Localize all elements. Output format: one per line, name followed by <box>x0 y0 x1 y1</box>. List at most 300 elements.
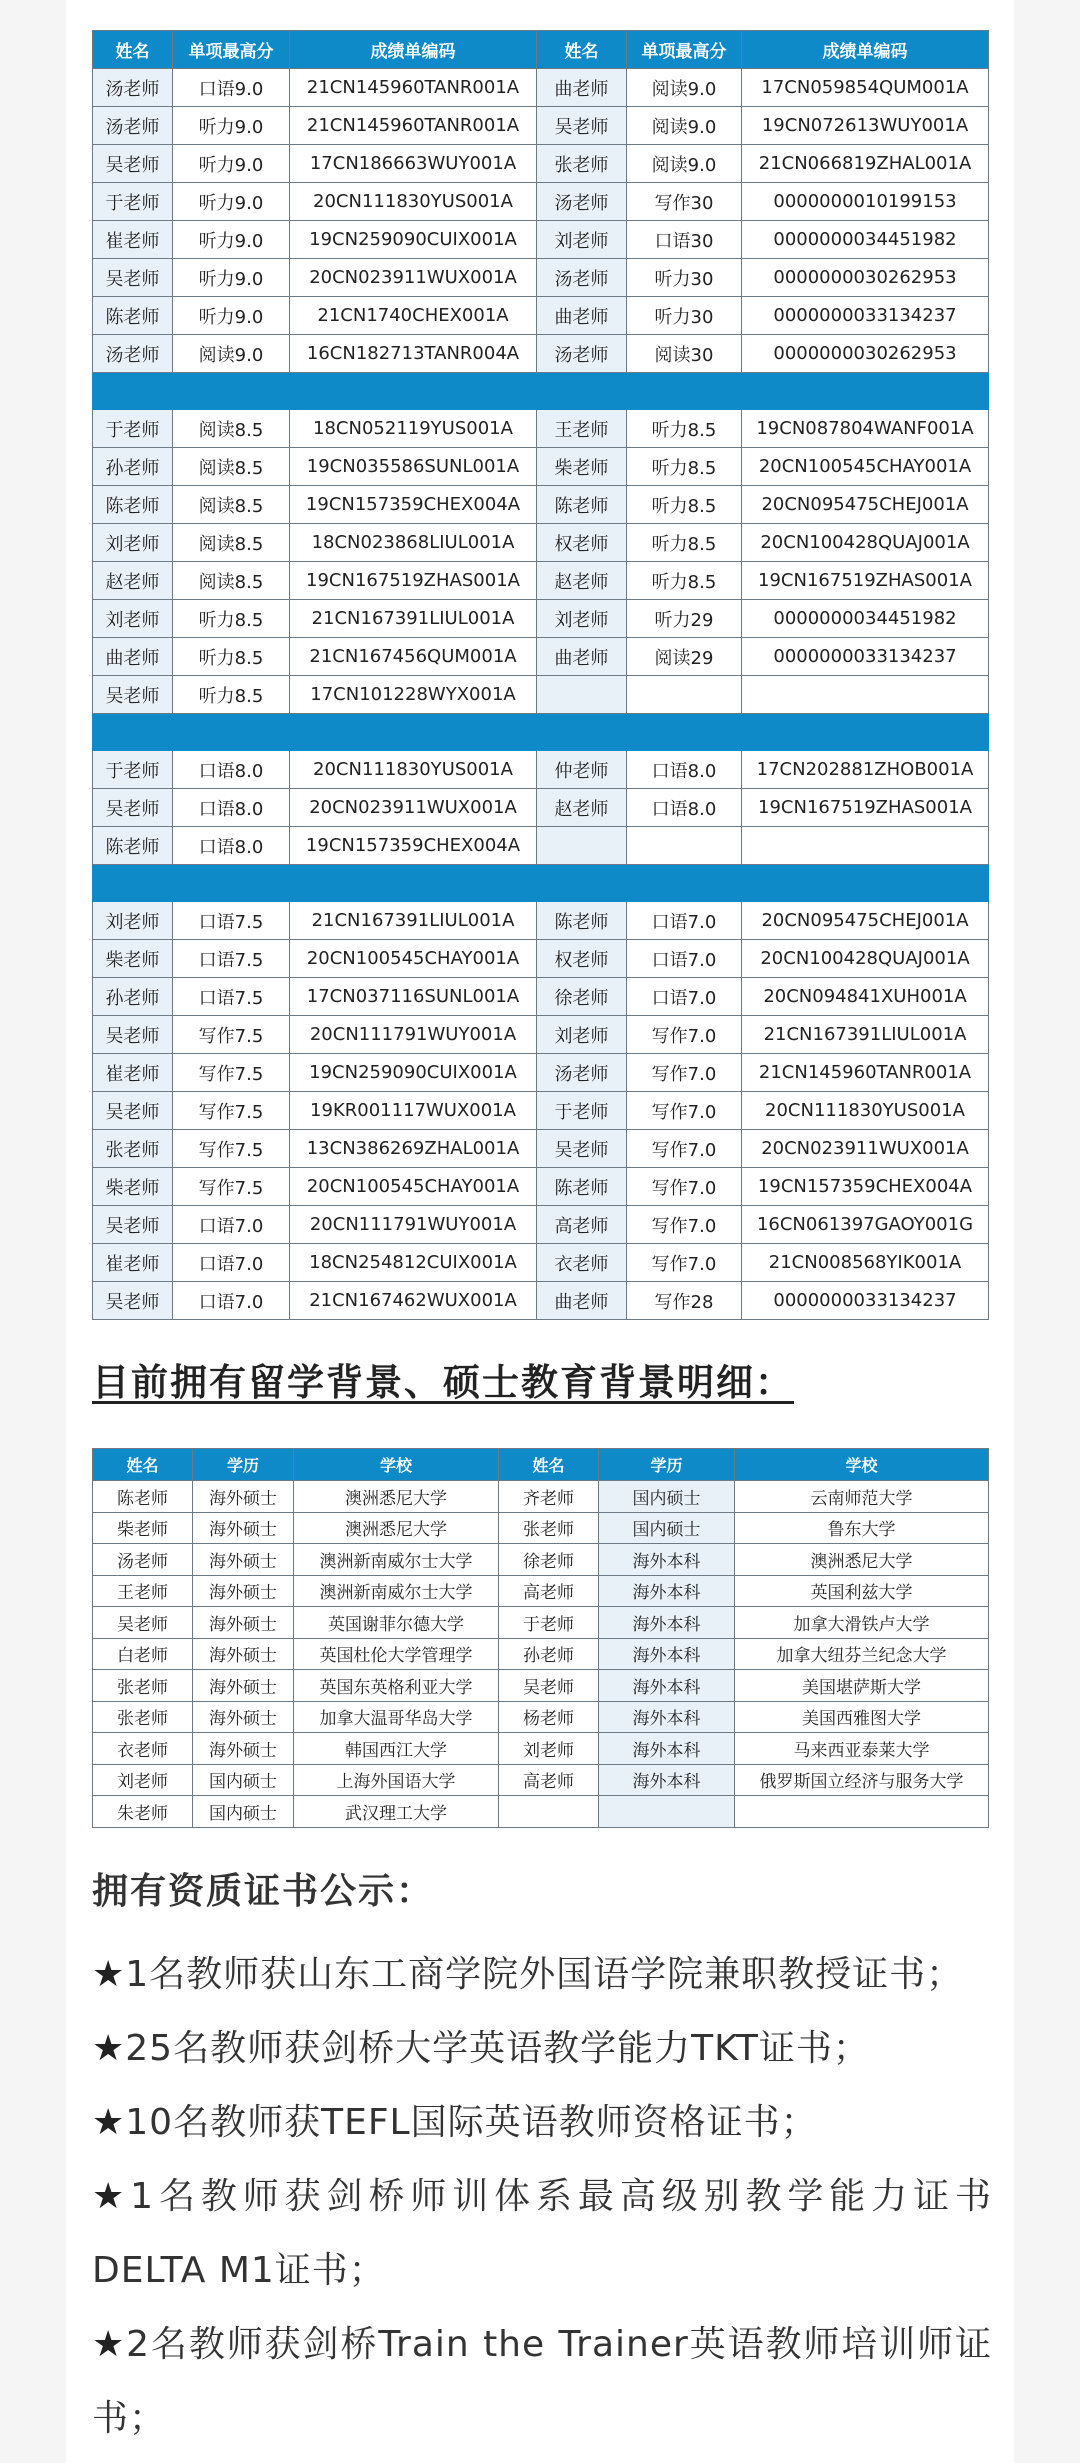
school: 澳洲新南威尔士大学 <box>294 1575 499 1607</box>
teacher-name: 刘老师 <box>537 221 627 259</box>
ielts-score-header-row <box>93 31 989 69</box>
school: 英国利兹大学 <box>735 1575 989 1607</box>
school: 加拿大温哥华岛大学 <box>294 1701 499 1733</box>
teacher-name: 张老师 <box>93 1130 173 1168</box>
teacher-name <box>537 676 627 714</box>
certificate-text: 1名教师获山东工商学院外国语学院兼职教授证书； <box>125 1954 964 1995</box>
group-separator <box>93 373 989 410</box>
degree: 海外硕士 <box>193 1481 294 1513</box>
top-score: 听力8.5 <box>627 486 742 524</box>
teacher-name: 高老师 <box>537 1206 627 1244</box>
teacher-name: 柴老师 <box>93 1512 193 1544</box>
report-code: 19CN167519ZHAS001A <box>742 789 989 827</box>
group-separator <box>93 865 989 902</box>
top-score: 听力30 <box>627 297 742 335</box>
top-score: 阅读8.5 <box>173 562 290 600</box>
teacher-name: 刘老师 <box>93 600 173 638</box>
report-code: 20CN111791WUY001A <box>290 1206 537 1244</box>
teacher-name: 崔老师 <box>93 221 173 259</box>
top-score: 口语8.0 <box>627 789 742 827</box>
teacher-name: 陈老师 <box>537 1168 627 1206</box>
teacher-name: 吴老师 <box>93 1282 173 1320</box>
top-score: 写作30 <box>627 183 742 221</box>
school: 加拿大纽芬兰纪念大学 <box>735 1638 989 1670</box>
school: 澳洲悉尼大学 <box>735 1544 989 1576</box>
table-row <box>93 221 989 259</box>
report-code: 21CN167462WUX001A <box>290 1282 537 1320</box>
teacher-name: 陈老师 <box>537 902 627 940</box>
teacher-name: 于老师 <box>93 751 173 789</box>
header-top-score: 单项最高分 <box>627 31 742 69</box>
top-score: 口语7.0 <box>173 1282 290 1320</box>
report-code: 19CN259090CUIX001A <box>290 1054 537 1092</box>
ielts-score-table <box>92 30 989 1320</box>
report-code: 21CN1740CHEX001A <box>290 297 537 335</box>
top-score: 口语7.0 <box>173 1206 290 1244</box>
degree: 海外硕士 <box>193 1544 294 1576</box>
table-row <box>93 1016 989 1054</box>
table-row <box>93 1575 989 1607</box>
teacher-name <box>537 827 627 865</box>
certificate-item-continued: DELTA M1证书； <box>92 2250 386 2291</box>
separator-bar <box>93 373 989 410</box>
report-code: 20CN111830YUS001A <box>290 183 537 221</box>
table-row <box>93 562 989 600</box>
top-score: 口语7.5 <box>173 978 290 1016</box>
top-score: 写作7.5 <box>173 1168 290 1206</box>
degree: 海外本科 <box>599 1733 735 1765</box>
report-code: 0000000033134237 <box>742 297 989 335</box>
top-score: 听力9.0 <box>173 259 290 297</box>
top-score: 口语7.5 <box>173 902 290 940</box>
report-code: 20CN111830YUS001A <box>742 1092 989 1130</box>
top-score: 听力9.0 <box>173 145 290 183</box>
report-code: 20CN100545CHAY001A <box>290 940 537 978</box>
top-score: 阅读30 <box>627 335 742 373</box>
report-code: 19CN167519ZHAS001A <box>742 562 989 600</box>
table-row <box>93 1481 989 1513</box>
table-row <box>93 145 989 183</box>
report-code: 20CN023911WUX001A <box>742 1130 989 1168</box>
teacher-name: 齐老师 <box>499 1481 599 1513</box>
education-header-row <box>93 1449 989 1481</box>
report-code: 17CN186663WUY001A <box>290 145 537 183</box>
report-code: 21CN066819ZHAL001A <box>742 145 989 183</box>
table-row <box>93 1282 989 1320</box>
table-row <box>93 751 989 789</box>
degree: 海外硕士 <box>193 1512 294 1544</box>
degree: 海外本科 <box>599 1670 735 1702</box>
teacher-name: 赵老师 <box>537 789 627 827</box>
certificate-text: 10名教师获TEFL国际英语教师资格证书； <box>125 2102 818 2143</box>
teacher-name: 吴老师 <box>537 1130 627 1168</box>
table-row <box>93 1796 989 1828</box>
teacher-name: 曲老师 <box>537 297 627 335</box>
top-score: 写作7.0 <box>627 1130 742 1168</box>
school: 韩国西江大学 <box>294 1733 499 1765</box>
report-code: 18CN254812CUIX001A <box>290 1244 537 1282</box>
teacher-name: 刘老师 <box>93 902 173 940</box>
teacher-name: 吴老师 <box>93 1206 173 1244</box>
table-row <box>93 638 989 676</box>
top-score: 口语9.0 <box>173 69 290 107</box>
separator-bar <box>93 714 989 751</box>
teacher-name: 曲老师 <box>537 69 627 107</box>
teacher-name: 衣老师 <box>537 1244 627 1282</box>
teacher-name: 于老师 <box>537 1092 627 1130</box>
degree: 国内硕士 <box>599 1481 735 1513</box>
teacher-name: 白老师 <box>93 1638 193 1670</box>
teacher-name: 赵老师 <box>537 562 627 600</box>
teacher-name: 汤老师 <box>93 1544 193 1576</box>
table-row <box>93 1607 989 1639</box>
table-row <box>93 1733 989 1765</box>
certificate-item <box>92 2086 992 2160</box>
report-code: 19CN087804WANF001A <box>742 410 989 448</box>
certificate-item <box>92 2012 992 2086</box>
teacher-name: 高老师 <box>499 1764 599 1796</box>
school: 澳洲悉尼大学 <box>294 1512 499 1544</box>
school: 美国西雅图大学 <box>735 1701 989 1733</box>
report-code: 21CN167391LIUL001A <box>742 1016 989 1054</box>
report-code: 20CN111830YUS001A <box>290 751 537 789</box>
report-code: 19CN157359CHEX004A <box>290 827 537 865</box>
top-score <box>627 676 742 714</box>
report-code: 17CN202881ZHOB001A <box>742 751 989 789</box>
teacher-name: 柴老师 <box>537 448 627 486</box>
teacher-name: 朱老师 <box>93 1796 193 1828</box>
star-icon: ★ <box>92 1954 126 1995</box>
teacher-name: 仲老师 <box>537 751 627 789</box>
star-icon: ★ <box>92 2102 126 2143</box>
header-report-code: 成绩单编码 <box>290 31 537 69</box>
report-code: 20CN095475CHEJ001A <box>742 486 989 524</box>
header-degree: 学历 <box>193 1449 294 1481</box>
teacher-name: 吴老师 <box>93 1016 173 1054</box>
report-code: 19CN157359CHEX004A <box>290 486 537 524</box>
teacher-name: 孙老师 <box>93 448 173 486</box>
top-score: 写作7.0 <box>627 1244 742 1282</box>
report-code: 21CN167391LIUL001A <box>290 600 537 638</box>
school: 云南师范大学 <box>735 1481 989 1513</box>
report-code: 19CN167519ZHAS001A <box>290 562 537 600</box>
top-score: 口语8.0 <box>173 789 290 827</box>
school: 美国堪萨斯大学 <box>735 1670 989 1702</box>
school: 俄罗斯国立经济与服务大学 <box>735 1764 989 1796</box>
teacher-name: 崔老师 <box>93 1244 173 1282</box>
school: 上海外国语大学 <box>294 1764 499 1796</box>
certificate-list <box>92 1864 992 2456</box>
header-name: 姓名 <box>499 1449 599 1481</box>
table-row <box>93 107 989 145</box>
teacher-name: 张老师 <box>537 145 627 183</box>
degree: 海外硕士 <box>193 1670 294 1702</box>
teacher-name: 张老师 <box>93 1701 193 1733</box>
table-row <box>93 827 989 865</box>
table-row <box>93 940 989 978</box>
teacher-name: 陈老师 <box>93 827 173 865</box>
table-row <box>93 902 989 940</box>
report-code: 20CN023911WUX001A <box>290 259 537 297</box>
report-code: 21CN167391LIUL001A <box>290 902 537 940</box>
report-code: 20CN100428QUAJ001A <box>742 940 989 978</box>
top-score: 写作28 <box>627 1282 742 1320</box>
teacher-name: 刘老师 <box>93 1764 193 1796</box>
star-icon: ★ <box>92 2324 127 2365</box>
top-score: 写作7.5 <box>173 1016 290 1054</box>
teacher-name: 汤老师 <box>93 335 173 373</box>
degree: 海外硕士 <box>193 1575 294 1607</box>
top-score: 口语7.0 <box>627 978 742 1016</box>
top-score: 听力8.5 <box>627 562 742 600</box>
report-code: 21CN167456QUM001A <box>290 638 537 676</box>
school: 英国杜伦大学管理学 <box>294 1638 499 1670</box>
top-score: 写作7.5 <box>173 1130 290 1168</box>
report-code: 17CN059854QUM001A <box>742 69 989 107</box>
top-score: 阅读9.0 <box>627 107 742 145</box>
teacher-name: 陈老师 <box>93 297 173 335</box>
top-score: 听力9.0 <box>173 107 290 145</box>
report-code: 0000000010199153 <box>742 183 989 221</box>
teacher-name: 徐老师 <box>499 1544 599 1576</box>
table-row <box>93 1512 989 1544</box>
table-row <box>93 69 989 107</box>
report-code: 19CN157359CHEX004A <box>742 1168 989 1206</box>
table-row <box>93 1206 989 1244</box>
degree: 国内硕士 <box>193 1764 294 1796</box>
header-name: 姓名 <box>93 31 173 69</box>
header-top-score: 单项最高分 <box>173 31 290 69</box>
teacher-name: 吴老师 <box>93 676 173 714</box>
teacher-name: 于老师 <box>499 1607 599 1639</box>
report-code: 18CN052119YUS001A <box>290 410 537 448</box>
certificate-text: 2名教师获剑桥Train the Trainer英语教师培训师证 <box>126 2324 992 2365</box>
top-score: 阅读9.0 <box>627 145 742 183</box>
top-score: 听力8.5 <box>173 676 290 714</box>
report-code: 19CN035586SUNL001A <box>290 448 537 486</box>
content-card <box>66 0 1014 2463</box>
report-code: 19CN072613WUY001A <box>742 107 989 145</box>
top-score: 听力9.0 <box>173 221 290 259</box>
table-row <box>93 1244 989 1282</box>
report-code: 21CN145960TANR001A <box>742 1054 989 1092</box>
teacher-name: 王老师 <box>537 410 627 448</box>
report-code: 19CN259090CUIX001A <box>290 221 537 259</box>
teacher-name: 吴老师 <box>93 145 173 183</box>
teacher-name: 王老师 <box>93 1575 193 1607</box>
star-icon: ★ <box>92 2028 126 2069</box>
teacher-name: 刘老师 <box>537 600 627 638</box>
table-row <box>93 1701 989 1733</box>
report-code: 21CN008568YIK001A <box>742 1244 989 1282</box>
header-name: 姓名 <box>537 31 627 69</box>
teacher-name: 吴老师 <box>93 1607 193 1639</box>
teacher-name: 徐老师 <box>537 978 627 1016</box>
report-code: 0000000034451982 <box>742 600 989 638</box>
header-report-code: 成绩单编码 <box>742 31 989 69</box>
top-score: 听力8.5 <box>627 448 742 486</box>
degree <box>599 1796 735 1828</box>
teacher-name: 汤老师 <box>537 1054 627 1092</box>
teacher-name <box>499 1796 599 1828</box>
teacher-name: 刘老师 <box>499 1733 599 1765</box>
teacher-name: 张老师 <box>499 1512 599 1544</box>
top-score: 听力8.5 <box>627 524 742 562</box>
school: 英国东英格利亚大学 <box>294 1670 499 1702</box>
top-score: 听力8.5 <box>173 638 290 676</box>
report-code: 20CN100545CHAY001A <box>290 1168 537 1206</box>
report-code: 20CN094841XUH001A <box>742 978 989 1016</box>
header-school: 学校 <box>735 1449 989 1481</box>
teacher-name: 孙老师 <box>499 1638 599 1670</box>
teacher-name: 吴老师 <box>537 107 627 145</box>
table-row <box>93 183 989 221</box>
degree: 海外本科 <box>599 1575 735 1607</box>
top-score: 阅读9.0 <box>173 335 290 373</box>
top-score: 阅读8.5 <box>173 486 290 524</box>
teacher-name: 崔老师 <box>93 1054 173 1092</box>
table-row <box>93 410 989 448</box>
certificate-text: 1名教师获剑桥师训体系最高级别教学能力证书 <box>130 2176 992 2217</box>
certificate-text: 25名教师获剑桥大学英语教学能力TKT证书； <box>125 2028 870 2069</box>
teacher-name: 柴老师 <box>93 940 173 978</box>
degree: 海外硕士 <box>193 1701 294 1733</box>
table-row <box>93 1054 989 1092</box>
teacher-name: 赵老师 <box>93 562 173 600</box>
teacher-name: 刘老师 <box>537 1016 627 1054</box>
table-row <box>93 486 989 524</box>
top-score: 听力9.0 <box>173 297 290 335</box>
teacher-name: 衣老师 <box>93 1733 193 1765</box>
top-score: 阅读8.5 <box>173 524 290 562</box>
star-icon: ★ <box>92 2176 131 2217</box>
teacher-name: 陈老师 <box>93 1481 193 1513</box>
report-code: 16CN061397GAOY001G <box>742 1206 989 1244</box>
table-row <box>93 524 989 562</box>
report-code: 0000000033134237 <box>742 638 989 676</box>
top-score: 写作7.5 <box>173 1054 290 1092</box>
top-score: 听力30 <box>627 259 742 297</box>
table-row <box>93 335 989 373</box>
table-row <box>93 1168 989 1206</box>
teacher-name: 吴老师 <box>93 789 173 827</box>
teacher-name: 吴老师 <box>93 259 173 297</box>
top-score: 口语8.0 <box>173 827 290 865</box>
header-degree: 学历 <box>599 1449 735 1481</box>
report-code: 17CN037116SUNL001A <box>290 978 537 1016</box>
teacher-name: 于老师 <box>93 183 173 221</box>
top-score: 写作7.0 <box>627 1054 742 1092</box>
report-code: 21CN145960TANR001A <box>290 69 537 107</box>
school: 英国谢菲尔德大学 <box>294 1607 499 1639</box>
top-score: 听力8.5 <box>627 410 742 448</box>
report-code: 0000000034451982 <box>742 221 989 259</box>
top-score: 阅读8.5 <box>173 448 290 486</box>
certificate-item <box>92 2160 992 2234</box>
report-code: 21CN145960TANR001A <box>290 107 537 145</box>
teacher-name: 汤老师 <box>537 335 627 373</box>
school: 鲁东大学 <box>735 1512 989 1544</box>
top-score: 口语7.5 <box>173 940 290 978</box>
degree: 国内硕士 <box>599 1512 735 1544</box>
teacher-name: 汤老师 <box>537 259 627 297</box>
teacher-name: 汤老师 <box>93 69 173 107</box>
report-code: 0000000033134237 <box>742 1282 989 1320</box>
top-score: 口语7.0 <box>627 902 742 940</box>
degree: 海外硕士 <box>193 1607 294 1639</box>
top-score <box>627 827 742 865</box>
report-code: 20CN023911WUX001A <box>290 789 537 827</box>
top-score: 口语8.0 <box>627 751 742 789</box>
teacher-name: 陈老师 <box>537 486 627 524</box>
table-row <box>93 1544 989 1576</box>
table-row <box>93 297 989 335</box>
report-code: 20CN111791WUY001A <box>290 1016 537 1054</box>
teacher-name: 曲老师 <box>93 638 173 676</box>
table-row <box>93 978 989 1016</box>
degree: 海外硕士 <box>193 1638 294 1670</box>
report-code: 19KR001117WUX001A <box>290 1092 537 1130</box>
top-score: 口语7.0 <box>627 940 742 978</box>
top-score: 阅读8.5 <box>173 410 290 448</box>
teacher-name: 杨老师 <box>499 1701 599 1733</box>
top-score: 听力9.0 <box>173 183 290 221</box>
header-school: 学校 <box>294 1449 499 1481</box>
school: 武汉理工大学 <box>294 1796 499 1828</box>
table-row <box>93 259 989 297</box>
teacher-name: 曲老师 <box>537 638 627 676</box>
school: 澳洲悉尼大学 <box>294 1481 499 1513</box>
top-score: 口语7.0 <box>173 1244 290 1282</box>
teacher-name: 于老师 <box>93 410 173 448</box>
top-score: 写作7.0 <box>627 1016 742 1054</box>
report-code: 16CN182713TANR004A <box>290 335 537 373</box>
top-score: 口语30 <box>627 221 742 259</box>
top-score: 听力29 <box>627 600 742 638</box>
table-row <box>93 1092 989 1130</box>
certificate-item <box>92 1938 992 2012</box>
school: 加拿大滑铁卢大学 <box>735 1607 989 1639</box>
degree: 海外硕士 <box>193 1733 294 1765</box>
teacher-name: 汤老师 <box>537 183 627 221</box>
top-score: 阅读29 <box>627 638 742 676</box>
degree: 国内硕士 <box>193 1796 294 1828</box>
top-score: 写作7.0 <box>627 1206 742 1244</box>
report-code: 13CN386269ZHAL001A <box>290 1130 537 1168</box>
teacher-name: 刘老师 <box>93 524 173 562</box>
teacher-name: 孙老师 <box>93 978 173 1016</box>
table-row <box>93 1130 989 1168</box>
degree: 海外本科 <box>599 1607 735 1639</box>
report-code: 0000000030262953 <box>742 335 989 373</box>
certificate-item-continued: 书； <box>92 2398 167 2439</box>
teacher-name: 权老师 <box>537 524 627 562</box>
report-code <box>742 827 989 865</box>
top-score: 写作7.0 <box>627 1092 742 1130</box>
report-code: 18CN023868LIUL001A <box>290 524 537 562</box>
report-code: 0000000030262953 <box>742 259 989 297</box>
report-code: 17CN101228WYX001A <box>290 676 537 714</box>
teacher-name: 权老师 <box>537 940 627 978</box>
top-score: 听力8.5 <box>173 600 290 638</box>
teacher-name: 高老师 <box>499 1575 599 1607</box>
header-name: 姓名 <box>93 1449 193 1481</box>
degree: 海外本科 <box>599 1638 735 1670</box>
teacher-name: 张老师 <box>93 1670 193 1702</box>
school: 马来西亚泰莱大学 <box>735 1733 989 1765</box>
school: 澳洲新南威尔士大学 <box>294 1544 499 1576</box>
table-row <box>93 1764 989 1796</box>
